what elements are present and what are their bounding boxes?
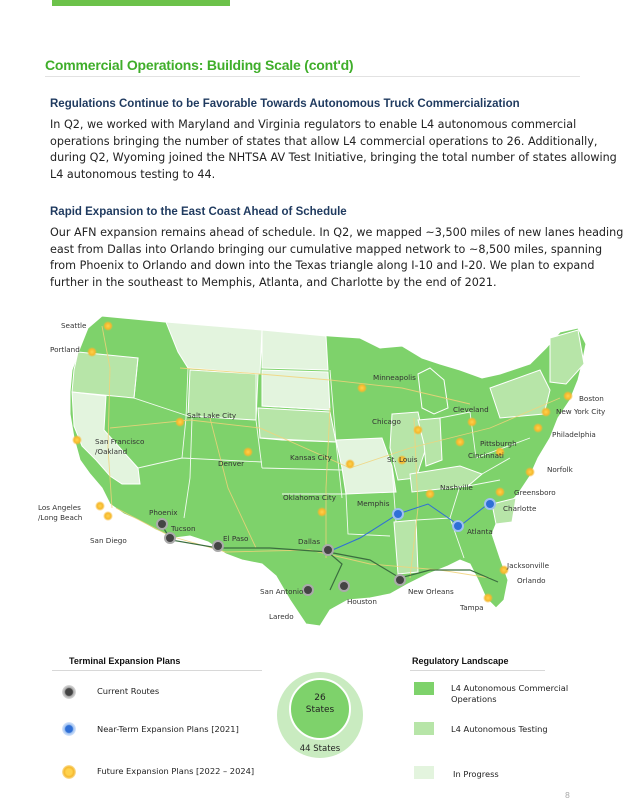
- page-number: 8: [564, 791, 570, 800]
- city-label: Salt Lake City: [187, 411, 237, 420]
- in-progress-swatch: [414, 766, 434, 779]
- future-marker: [483, 593, 493, 603]
- near-term-marker: [453, 521, 463, 531]
- future-marker: [525, 467, 535, 477]
- testing-states-count: 44 States: [299, 744, 341, 754]
- section2-line: east from Dallas into Orlando bringing our cumulative mapped network to ~8,500 miles, spanning: [50, 242, 603, 256]
- city-label: Atlanta: [467, 527, 493, 536]
- city-label: Memphis: [357, 499, 390, 508]
- current-marker: [213, 541, 223, 551]
- us-network-map: [30, 308, 610, 638]
- future-marker: [175, 417, 185, 427]
- city-label: Cleveland: [453, 405, 489, 414]
- future-marker: [103, 321, 113, 331]
- city-label: Jacksonville: [507, 561, 550, 570]
- legend-future-expansion: Future Expansion Plans [2022 – 2024]: [97, 766, 255, 776]
- city-label: Laredo: [269, 612, 294, 621]
- city-label: Tucson: [171, 524, 196, 533]
- future-marker: [345, 459, 355, 469]
- city-label: Norfolk: [547, 465, 573, 474]
- commercial-states-count: [289, 692, 351, 716]
- section1-line: In Q2, we worked with Maryland and Virginia regulators to enable L4 autonomous commercial: [50, 118, 577, 131]
- city-label: Orlando: [517, 576, 546, 585]
- city-label: New Orleans: [408, 587, 454, 596]
- near-term-icon: [62, 722, 76, 736]
- city-label: Greensboro: [514, 488, 556, 497]
- city-label: Chicago: [372, 417, 401, 426]
- legend-testing: L4 Autonomous Testing: [451, 724, 548, 734]
- future-marker: [541, 407, 551, 417]
- city-label: /Long Beach: [38, 513, 83, 522]
- terminal-legend-divider: [52, 670, 262, 671]
- city-label: /Oakland: [95, 447, 128, 456]
- section1-heading: Regulations Continue to be Favorable Towards Autonomous Truck Commercialization: [50, 98, 520, 110]
- page-title: Commercial Operations: Building Scale (cont'd): [45, 57, 354, 73]
- future-marker: [357, 383, 367, 393]
- state-mississippi: [394, 520, 418, 574]
- title-divider: [45, 76, 580, 77]
- city-label: Dallas: [298, 537, 321, 546]
- city-label: Los Angeles: [38, 503, 81, 512]
- city-label: New York City: [556, 407, 606, 416]
- legend-commercial: [451, 683, 568, 705]
- city-label: Minneapolis: [373, 373, 416, 382]
- future-marker: [413, 425, 423, 435]
- future-marker: [495, 487, 505, 497]
- commercial-count-value: 26: [314, 693, 326, 703]
- city-label: Boston: [579, 394, 604, 403]
- future-marker: [425, 489, 435, 499]
- city-label: Portland: [50, 345, 80, 354]
- current-marker: [165, 533, 175, 543]
- near-term-marker: [393, 509, 403, 519]
- city-label: Kansas City: [290, 453, 332, 462]
- future-marker: [563, 391, 573, 401]
- current-routes-icon: [62, 685, 76, 699]
- state-oregon: [72, 352, 138, 398]
- section1-line: during Q2, Wyoming joined the NHTSA AV Test Initiative, bringing the total number of states allowing: [50, 151, 617, 164]
- city-label: Houston: [347, 597, 377, 606]
- city-label: Pittsburgh: [480, 439, 517, 448]
- city-label: Philadelphia: [552, 430, 596, 439]
- current-marker: [303, 585, 313, 595]
- state-south-dakota: [262, 370, 330, 410]
- city-label: Phoenix: [149, 508, 178, 517]
- legend-commercial-line2: Operations: [451, 694, 497, 704]
- current-marker: [157, 519, 167, 529]
- city-label: Charlotte: [503, 504, 537, 513]
- future-marker: [243, 447, 253, 457]
- regulatory-legend-divider: [410, 670, 545, 671]
- near-term-marker: [485, 499, 495, 509]
- legend-current-routes: Current Routes: [97, 686, 160, 696]
- city-label: St. Louis: [387, 455, 418, 464]
- section1-line: L4 autonomous testing to 44.: [50, 167, 216, 181]
- city-label: Cincinnati: [468, 451, 504, 460]
- section1-line: operations bringing the number of states that allow L4 commercial operations to 26. Additionally,: [50, 134, 598, 148]
- testing-swatch: [414, 722, 434, 735]
- commercial-swatch: [414, 682, 434, 695]
- city-label: San Diego: [90, 536, 127, 545]
- regulatory-legend-heading: Regulatory Landscape: [412, 656, 509, 666]
- future-marker: [533, 423, 543, 433]
- terminal-legend-heading: Terminal Expansion Plans: [69, 656, 181, 666]
- future-marker: [87, 347, 97, 357]
- city-label: El Paso: [223, 534, 249, 543]
- section2-line: further in the southeast to Memphis, Atlanta, and Charlotte by the end of 2021.: [50, 275, 497, 289]
- city-label: Seattle: [61, 321, 87, 330]
- future-marker: [455, 437, 465, 447]
- future-marker: [467, 417, 477, 427]
- future-marker: [95, 501, 105, 511]
- city-label: Nashville: [440, 483, 473, 492]
- city-label: San Antonio: [260, 587, 304, 596]
- city-label: San Francisco: [95, 437, 145, 446]
- city-label: Denver: [218, 459, 245, 468]
- legend-commercial-line1: L4 Autonomous Commercial: [451, 683, 569, 693]
- future-marker: [72, 435, 82, 445]
- city-label: Tampa: [460, 603, 484, 612]
- future-expansion-icon: [62, 765, 76, 779]
- future-marker: [317, 507, 327, 517]
- legend-in-progress: In Progress: [453, 769, 499, 779]
- current-marker: [395, 575, 405, 585]
- section2-line: from Phoenix to Orlando and down into the Texas triangle along I-10 and I-20. We plan to expand: [50, 259, 595, 272]
- commercial-count-label: States: [305, 705, 335, 715]
- future-marker: [103, 511, 113, 521]
- section2-heading: Rapid Expansion to the East Coast Ahead of Schedule: [50, 206, 347, 218]
- current-marker: [323, 545, 333, 555]
- section2-paragraph: [50, 225, 624, 291]
- section1-paragraph: [50, 117, 617, 183]
- state-nebraska: [258, 408, 336, 442]
- city-label: Oklahoma City: [283, 493, 336, 502]
- legend-near-term: Near-Term Expansion Plans [2021]: [97, 724, 239, 734]
- section2-line: Our AFN expansion remains ahead of schedule. In Q2, we mapped ~3,500 miles of new lanes heading: [50, 226, 624, 239]
- state-north-dakota: [262, 330, 328, 370]
- current-marker: [339, 581, 349, 591]
- top-accent-bar: [52, 0, 230, 6]
